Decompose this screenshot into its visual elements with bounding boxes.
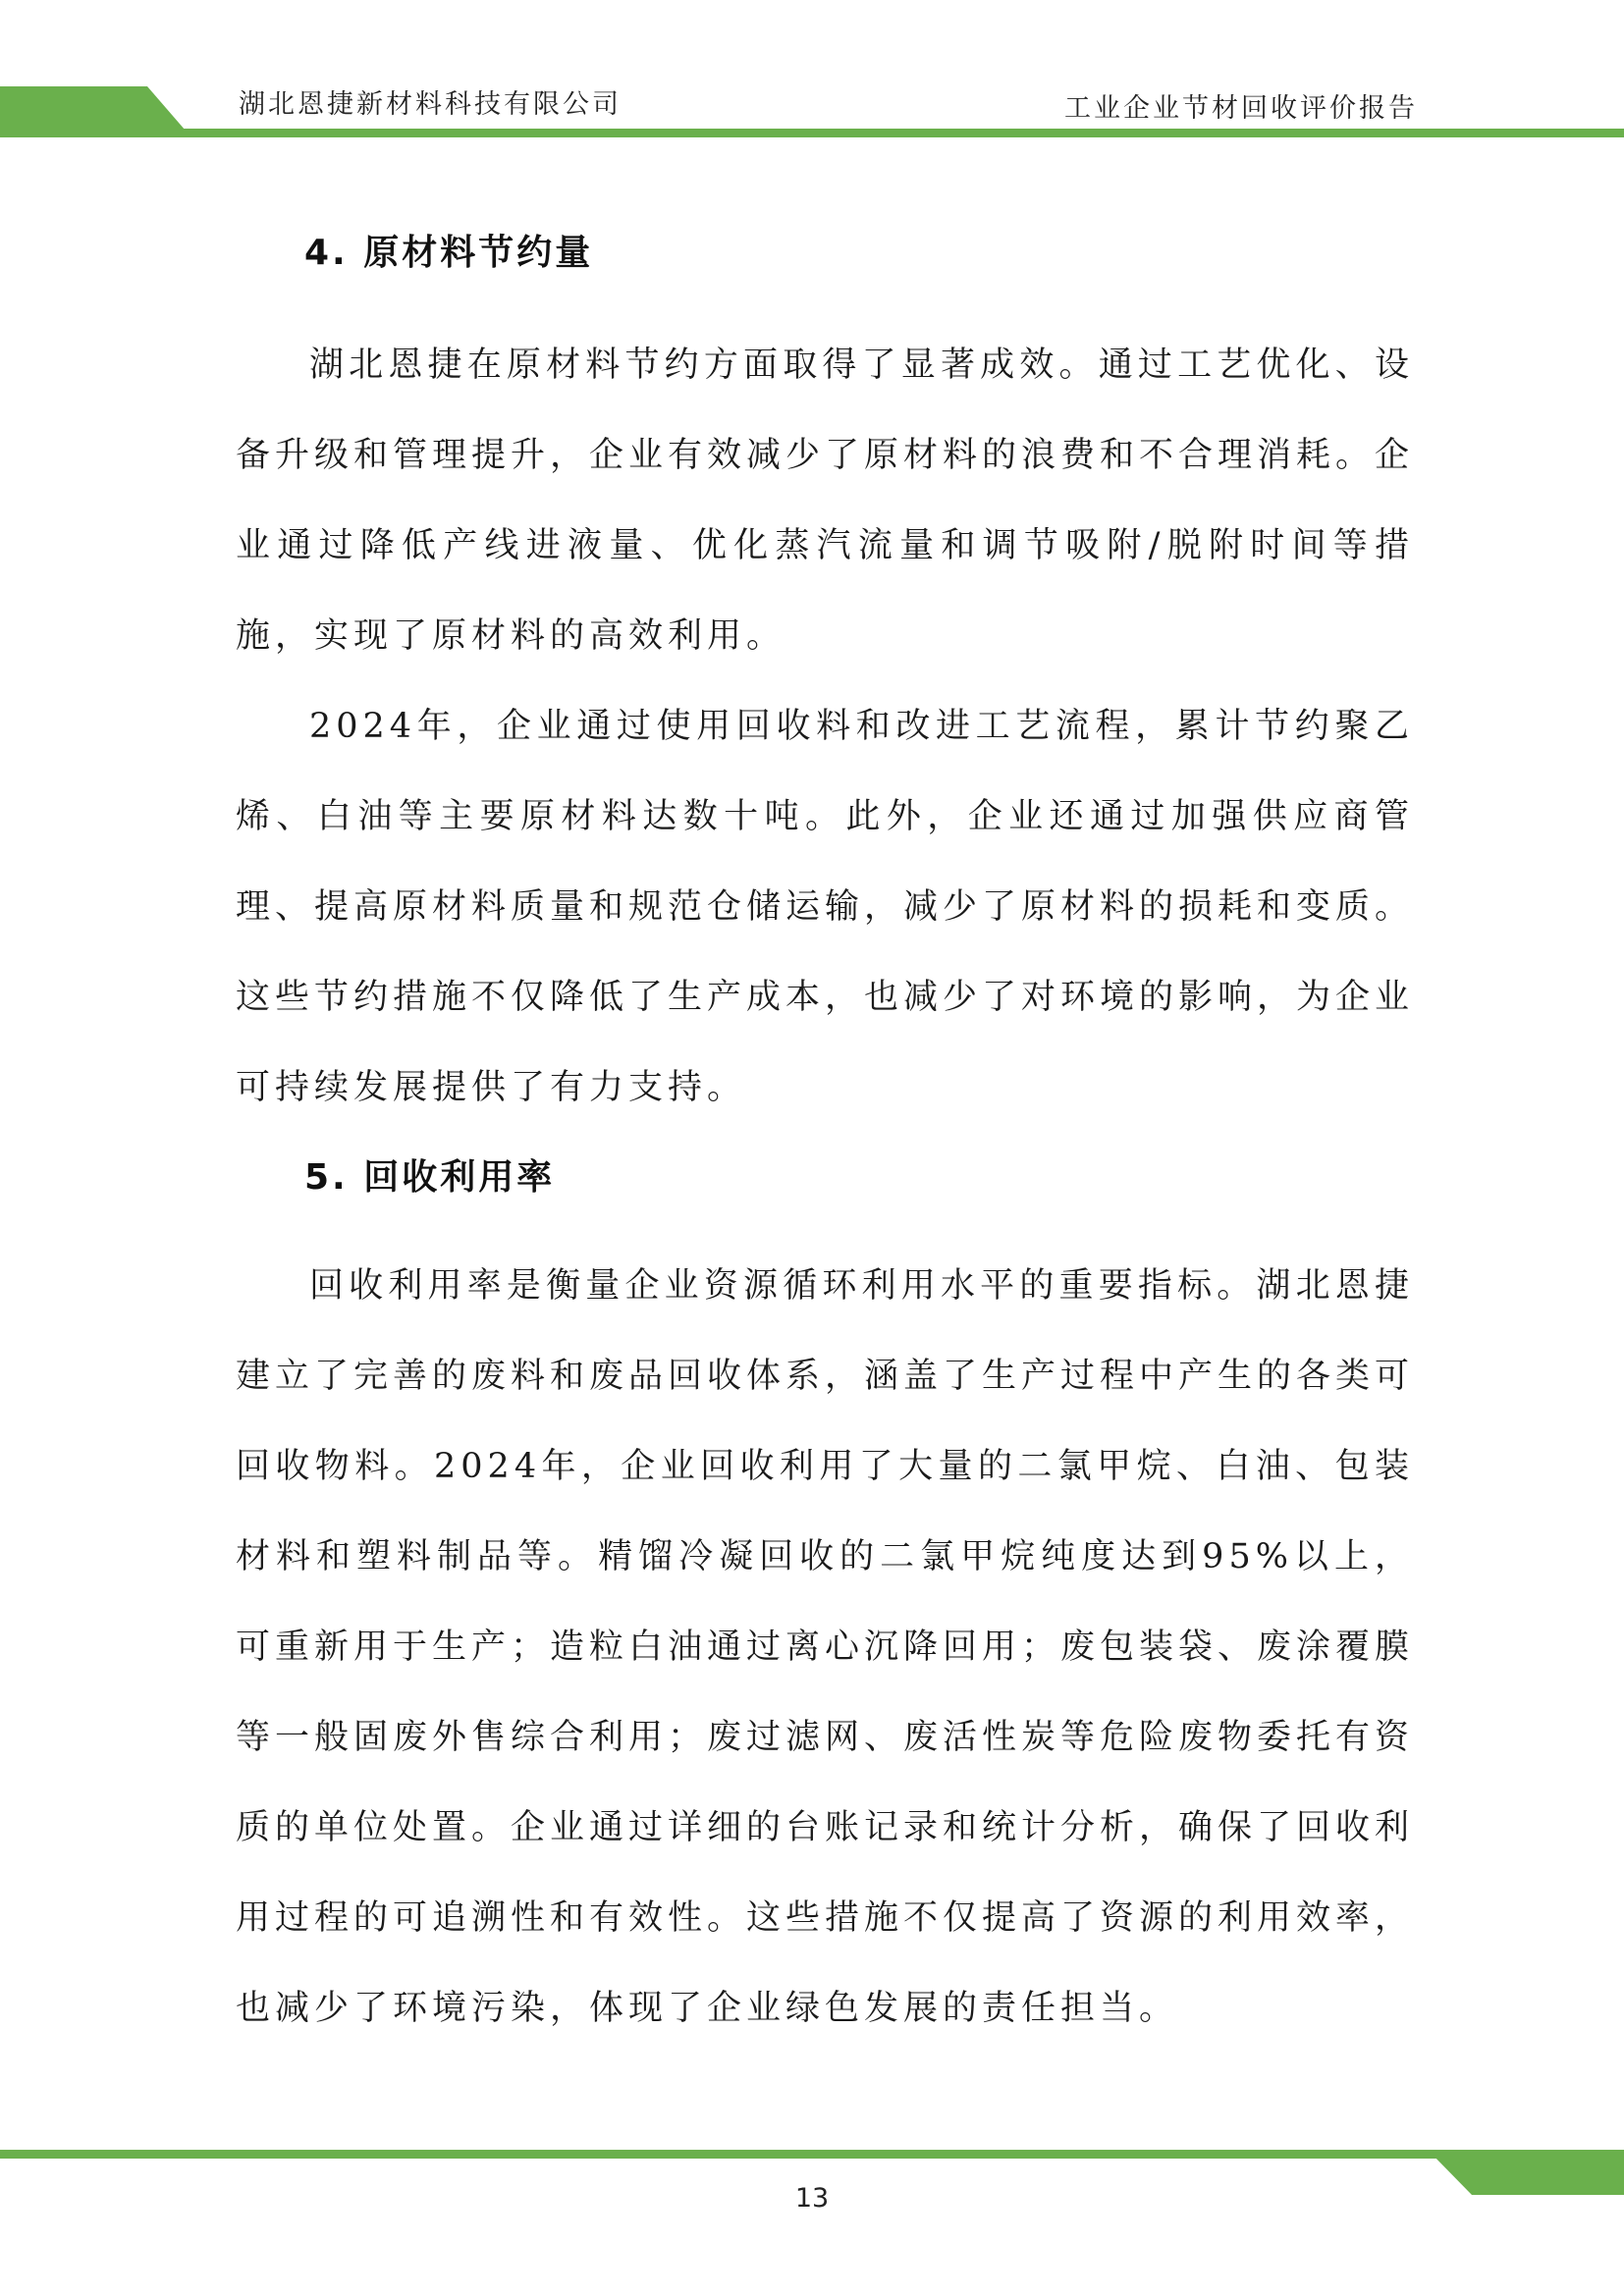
header-report-title: 工业企业节材回收评价报告 — [1064, 93, 1418, 124]
page-content — [236, 218, 1414, 2054]
page-number: 13 — [794, 2183, 830, 2214]
paragraph: 回收利用率是衡量企业资源循环利用水平的重要指标。湖北恩捷建立了完善的废料和废品回收体系，涵盖了生产过程中产生的各类可回收物料。2024年，企业回收利用了大量的二氯甲烷、白油、包装材料和塑料制品等。精馏冷凝回收的二氯甲烷纯度达到95%以上，可重新用于生产；造粒白油通过离心沉降回用；废包装袋、废涂覆膜等一般固废外售综合利用；废过滤网、废活性炭等危险废物委托有资质的单位处置。企业通过详细的台账记录和统计分析，确保了回收利用过程的可追溯性和有效性。这些措施不仅提高了资源的利用效率，也减少了环境污染，体现了企业绿色发展的责任担当。 — [236, 1266, 1415, 2028]
section-title-material-saving: 4. 原材料节约量 — [304, 233, 594, 273]
paragraph: 湖北恩捷在原材料节约方面取得了显著成效。通过工艺优化、设备升级和管理提升，企业有效减少了原材料的浪费和不合理消耗。企业通过降低产线进液量、优化蒸汽流量和调节吸附/脱附时间等措施，实现了原材料的高效利用。 — [236, 346, 1415, 656]
paragraph: 2024年，企业通过使用回收料和改进工艺流程，累计节约聚乙烯、白油等主要原材料达数十吨。此外，企业还通过加强供应商管理、提高原材料质量和规范仓储运输，减少了原材料的损耗和变质。这些节约措施不仅降低了生产成本，也减少了对环境的影响，为企业可持续发展提供了有力支持。 — [236, 707, 1415, 1107]
header-company-name: 湖北恩捷新材料科技有限公司 — [239, 89, 622, 120]
header-green-band — [0, 129, 1624, 137]
footer-green-band — [0, 2150, 1624, 2159]
section-title-recycling-rate: 5. 回收利用率 — [304, 1157, 556, 1198]
page-header — [0, 0, 1624, 147]
